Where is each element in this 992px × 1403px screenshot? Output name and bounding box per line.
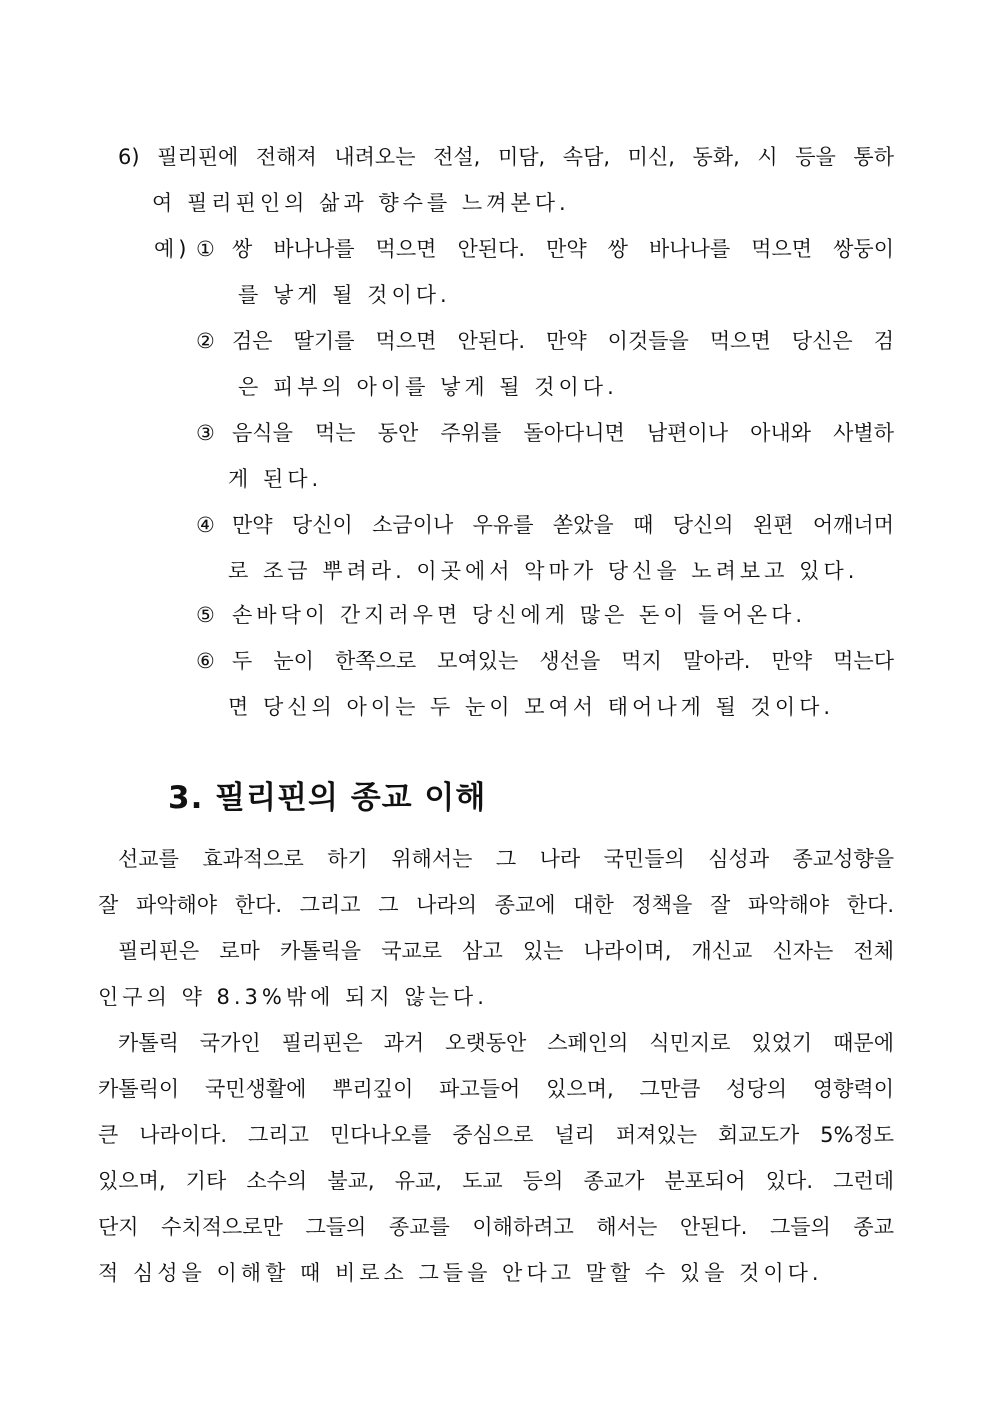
example-3-text: 음식을 먹는 동안 주위를 돌아다니면 남편이나 아내와 사별하 [232, 421, 894, 445]
circled-number-6: ⑥ [196, 649, 215, 673]
example-3-line-2: 게 된다. [228, 467, 323, 491]
example-2-line-1 [196, 326, 894, 356]
paragraph-3-line-3: 큰 나라이다. 그리고 민다나오를 중심으로 널리 퍼져있는 회교도가 5%정도 [98, 1123, 894, 1147]
circled-number-2: ② [196, 329, 215, 353]
example-2-text: 검은 딸기를 먹으면 안된다. 만약 이것들을 먹으면 당신은 검 [232, 329, 894, 353]
circled-number-5: ⑤ [196, 603, 219, 627]
example-6-line-1 [196, 646, 894, 676]
circled-number-1: ① [196, 237, 215, 261]
paragraph-2-line-2: 인구의 약 8.3%밖에 되지 않는다. [98, 985, 488, 1009]
section6-line-1: 6) 필리핀에 전해져 내려오는 전설, 미담, 속담, 미신, 동화, 시 등을 통하 [118, 145, 894, 169]
example-1-line-1 [196, 234, 894, 264]
paragraph-3-line-5: 단지 수치적으로만 그들의 종교를 이해하려고 해서는 안된다. 그들의 종교 [98, 1215, 894, 1239]
example-4-line-1 [196, 510, 894, 540]
example-2-line-2: 은 피부의 아이를 낳게 될 것이다. [238, 375, 618, 399]
example-1-line-2: 를 낳게 될 것이다. [238, 283, 451, 307]
paragraph-1-line-2: 잘 파악해야 한다. 그리고 그 나라의 종교에 대한 정책을 잘 파악해야 한다. [98, 893, 894, 917]
example-5-text: 손바닥이 간지러우면 당신에게 많은 돈이 들어온다. [232, 603, 807, 627]
example-5-line-1 [196, 600, 806, 630]
example-4-text: 만약 당신이 소금이나 우유를 쏟았을 때 당신의 왼편 어깨너머 [232, 513, 894, 537]
paragraph-3-line-2: 카톨릭이 국민생활에 뿌리깊이 파고들어 있으며, 그만큼 성당의 영향력이 [98, 1077, 894, 1101]
paragraph-3-line-4: 있으며, 기타 소수의 불교, 유교, 도교 등의 종교가 분포되어 있다. 그런데 [98, 1169, 894, 1193]
section-heading: 3. 필리핀의 종교 이해 [168, 780, 487, 816]
example-3-line-1 [196, 418, 894, 448]
circled-number-3: ③ [196, 421, 215, 445]
paragraph-3-line-1: 카톨릭 국가인 필리핀은 과거 오랫동안 스페인의 식민지로 있었기 때문에 [118, 1031, 894, 1055]
example-prefix: 예) [154, 237, 191, 261]
paragraph-3-line-6: 적 심성을 이해할 때 비로소 그들을 안다고 말할 수 있을 것이다. [98, 1261, 823, 1285]
section6-line-2: 여 필리핀인의 삶과 향수를 느껴본다. [152, 191, 570, 215]
circled-number-4: ④ [196, 513, 215, 537]
example-4-line-2: 로 조금 뿌려라. 이곳에서 악마가 당신을 노려보고 있다. [228, 559, 859, 583]
example-6-text: 두 눈이 한쪽으로 모여있는 생선을 먹지 말아라. 만약 먹는다 [232, 649, 894, 673]
paragraph-1-line-1: 선교를 효과적으로 하기 위해서는 그 나라 국민들의 심성과 종교성향을 [118, 847, 894, 871]
paragraph-2-line-1: 필리핀은 로마 카톨릭을 국교로 삼고 있는 나라이며, 개신교 신자는 전체 [118, 939, 894, 963]
example-6-line-2: 면 당신의 아이는 두 눈이 모여서 태어나게 될 것이다. [228, 695, 835, 719]
example-1-text: 쌍 바나나를 먹으면 안된다. 만약 쌍 바나나를 먹으면 쌍둥이 [232, 237, 894, 261]
